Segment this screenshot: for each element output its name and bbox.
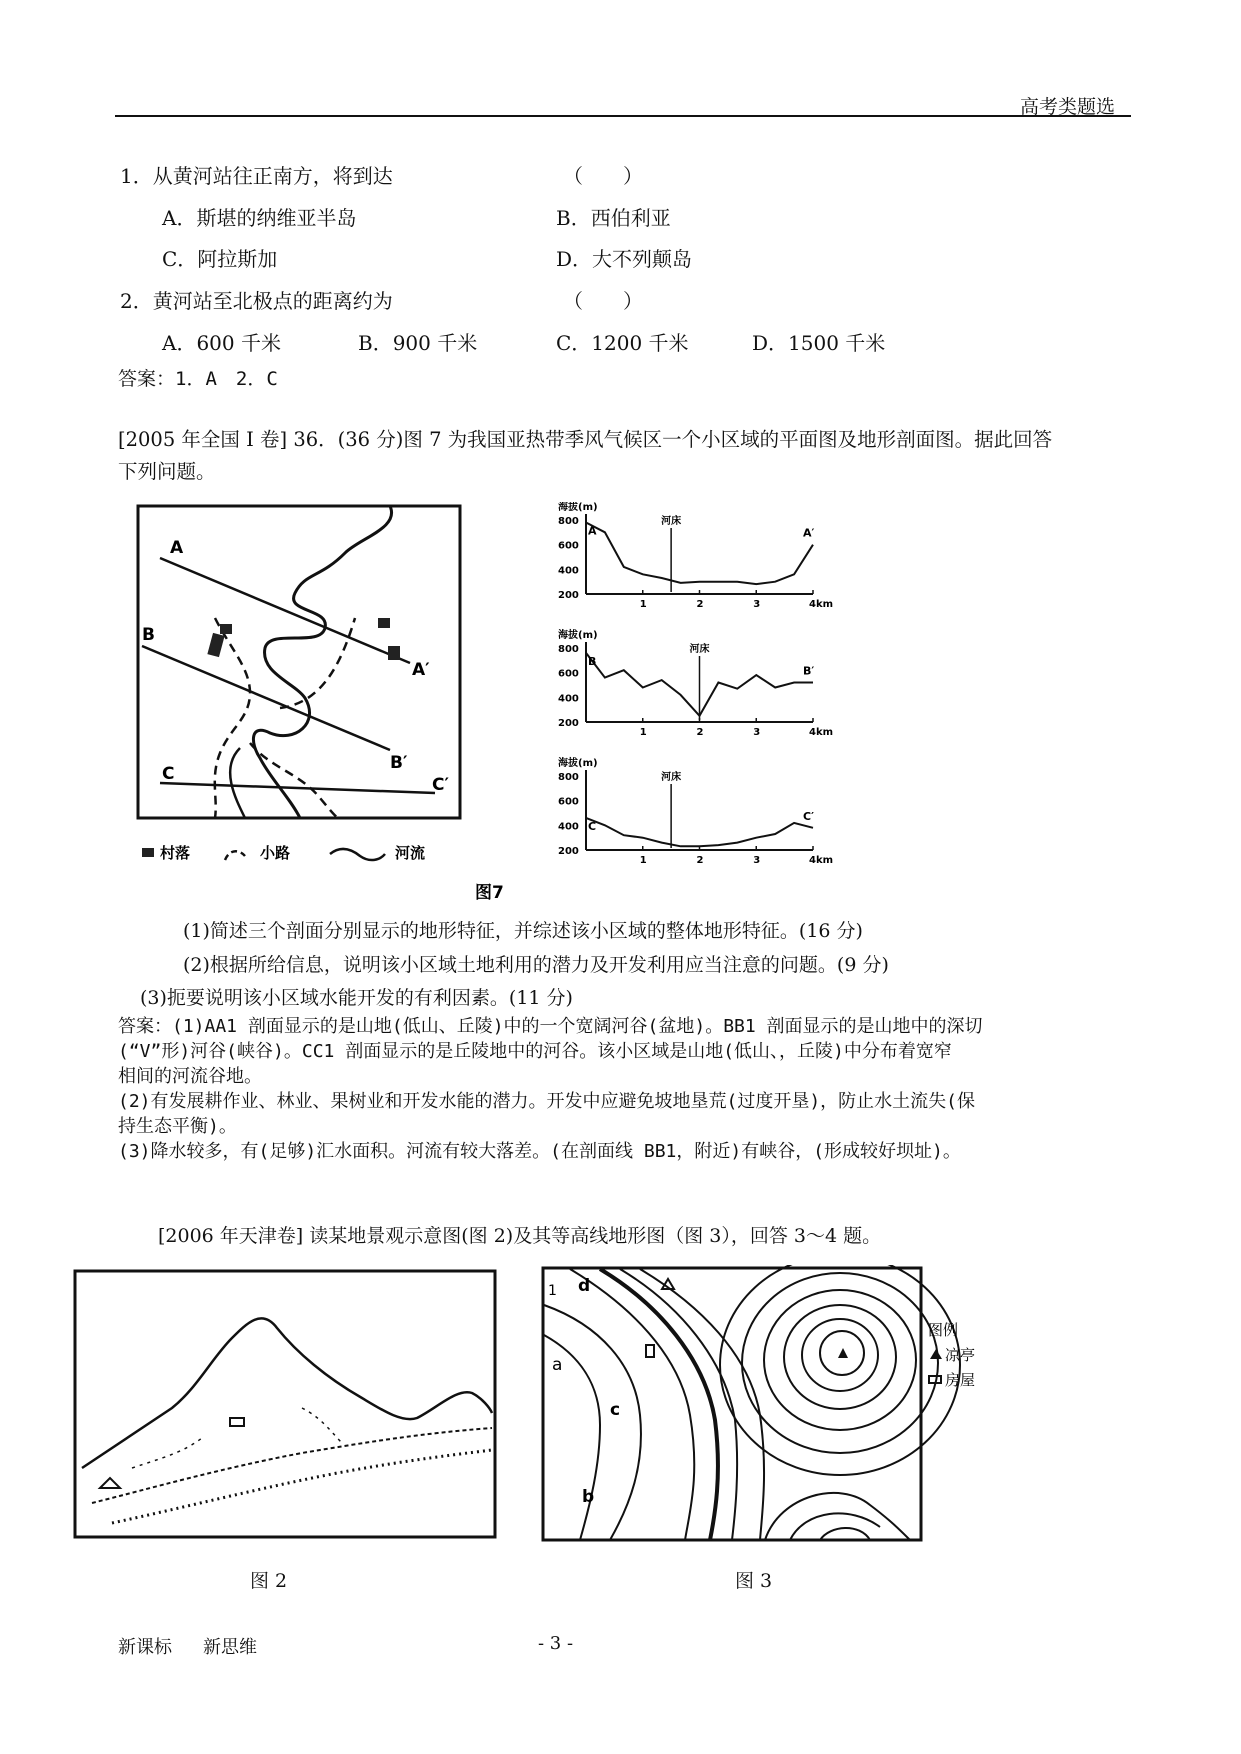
q36-sub1: (1)简述三个剖面分别显示的地形特征，并综述该小区域的整体地形特征。(16 分) [183, 920, 863, 942]
profile-ytick-label: 600 [558, 796, 579, 808]
profile-xtick-label: 1 [639, 599, 647, 610]
profile-1 [558, 502, 833, 610]
profile-xtick-label: 4km [809, 855, 834, 866]
profile-ytick-label: 400 [558, 821, 579, 833]
village-marker [378, 618, 390, 628]
point-label-b: b [582, 1487, 595, 1507]
profile-xtick-label: 4km [809, 727, 834, 738]
profile-ytick-label: 600 [558, 540, 579, 552]
profile-elevation-line [586, 523, 813, 585]
section-line-cc [160, 783, 435, 793]
q2-answer-paren: （ ） [563, 289, 643, 313]
figure3-contour-map [540, 1265, 980, 1543]
legend-path-icon [225, 851, 245, 860]
profile-left-label: A [588, 524, 597, 538]
river-branch [230, 748, 245, 818]
section-line-aa [160, 558, 410, 663]
answer-line: (3)降水较多，有(足够)汇水面积。河流有较大落差。(在剖面线 BB1，附近)有峡谷，(形成较好坝址)。 [118, 1141, 961, 1162]
profile-xtick-label: 3 [753, 727, 761, 738]
header-title: 高考类题选 [1020, 96, 1116, 118]
profile-right-label: B′ [803, 664, 815, 678]
map-label-a: A [170, 538, 184, 558]
profile-xtick-label: 2 [696, 727, 704, 738]
q1-stem: 1．从黄河站往正南方，将到达 [120, 164, 393, 188]
q3-intro: [2006 年天津卷] 读某地景观示意图(图 2)及其等高线地形图（图 3），回答 3～4 题。 [158, 1225, 882, 1247]
profile-xtick-label: 1 [639, 727, 647, 738]
q36-answer [118, 1014, 983, 1164]
profile-3 [558, 756, 833, 866]
map-label-b-prime: B′ [390, 753, 408, 773]
q2-option-c: C．1200 千米 [556, 331, 689, 355]
q36-intro-line1: [2005 年全国 I 卷] 36．(36 分)图 7 为我国亚热带季风气候区一个小区域的平面图及地形剖面图。据此回答 [118, 428, 1053, 451]
profile-ytick-label: 800 [558, 644, 579, 655]
profile-elevation-line [586, 818, 813, 846]
profile-left-label: C [588, 819, 597, 833]
answer-line: (“V”形)河谷(峡谷)。CC1 剖面显示的是丘陵地中的河谷。该小区域是山地(低山、，丘陵)中分布着宽窄 [118, 1041, 952, 1062]
figure7-caption: 图7 [475, 883, 504, 903]
q1-option-a: A．斯堪的纳维亚半岛 [162, 206, 357, 230]
village-marker [207, 633, 224, 657]
figure2-frame [75, 1271, 495, 1537]
village-marker [388, 646, 400, 660]
footer-left-1: 新课标 [118, 1637, 172, 1658]
river-line [253, 506, 391, 818]
profile-xtick-label: 2 [696, 599, 704, 610]
profile-ytick-label: 600 [558, 668, 579, 680]
profile-ytick-label: 800 [558, 772, 579, 783]
answer-line: 答案：(1)AA1 剖面显示的是山地(低山、丘陵)中的一个宽阔河谷(盆地)。BB1 剖面显示的是山地中的深切 [118, 1016, 983, 1037]
profile-ylabel: 海拔(m) [558, 630, 598, 641]
answer-line: (2)有发展耕作业、林业、果树业和开发水能的潜力。开发中应避免坡地垦荒(过度开垦)，防止水土流失(保 [118, 1091, 976, 1112]
point-label-1: 1 [548, 1283, 557, 1299]
q1-option-b: B．西伯利亚 [556, 206, 671, 230]
profile-right-label: C′ [803, 809, 814, 823]
profile-left-label: B [588, 654, 597, 668]
footer-left-2: 新思维 [203, 1637, 257, 1658]
figure2-landscape [72, 1268, 498, 1540]
point-label-c: c [610, 1400, 621, 1420]
figure7-map [120, 498, 560, 908]
q2-option-a: A．600 千米 [162, 331, 281, 355]
figure3-caption: 图 3 [735, 1570, 773, 1592]
header-rule [115, 115, 1131, 117]
path-line-3 [280, 618, 355, 708]
legend-village-icon [142, 848, 154, 857]
q36-sub2: (2)根据所给信息，说明该小区域土地利用的潜力及开发利用应当注意的问题。(9 分) [183, 954, 889, 976]
profile-ytick-label: 200 [558, 718, 579, 729]
legend-path-label: 小路 [260, 844, 291, 862]
q1-answer-paren: （ ） [563, 164, 643, 188]
q2-option-d: D．1500 千米 [752, 331, 886, 355]
profile-riverbed-label: 河床 [661, 772, 682, 783]
map-label-a-prime: A′ [412, 660, 430, 680]
profile-ytick-label: 800 [558, 516, 579, 527]
q36-intro-line2: 下列问题。 [118, 460, 216, 483]
map-label-c-prime: C′ [432, 775, 449, 795]
village-marker [220, 624, 232, 634]
q1-option-c: C．阿拉斯加 [162, 247, 278, 271]
map-label-c: C [162, 764, 175, 784]
profile-ytick-label: 200 [558, 846, 579, 857]
fig3-legend-title: 图例 [928, 1321, 959, 1339]
map-label-b: B [142, 625, 155, 645]
q2-option-b: B．900 千米 [358, 331, 478, 355]
fig3-legend-house: 房屋 [945, 1371, 976, 1389]
profile-ytick-label: 400 [558, 693, 579, 705]
answer-1-2: 答案：1．A 2．C [118, 368, 278, 390]
profile-right-label: A′ [803, 526, 815, 540]
figure2-caption: 图 2 [250, 1570, 288, 1592]
fig3-legend-pavilion: 凉亭 [945, 1346, 976, 1364]
answer-line: 相间的河流谷地。 [118, 1066, 262, 1087]
profile-xtick-label: 3 [753, 599, 761, 610]
profile-riverbed-label: 河床 [689, 644, 710, 655]
answer-line: 持生态平衡)。 [118, 1116, 237, 1137]
profile-xtick-label: 3 [753, 855, 761, 866]
profile-xtick-label: 1 [639, 855, 647, 866]
profile-ylabel: 海拔(m) [558, 502, 598, 513]
profile-xtick-label: 2 [696, 855, 704, 866]
legend-village-label: 村落 [160, 844, 191, 862]
profile-2 [558, 628, 833, 738]
q36-sub3: (3)扼要说明该小区域水能开发的有利因素。(11 分) [140, 987, 573, 1009]
q1-option-d: D．大不列颠岛 [556, 247, 693, 271]
legend-river-icon [330, 849, 385, 860]
profile-ytick-label: 400 [558, 565, 579, 577]
profile-ytick-label: 200 [558, 590, 579, 601]
q2-stem: 2．黄河站至北极点的距离约为 [120, 289, 393, 313]
profile-riverbed-label: 河床 [661, 516, 682, 527]
point-label-a: a [552, 1355, 563, 1375]
profile-ylabel: 海拔(m) [558, 758, 598, 769]
figure7-profiles [558, 502, 878, 882]
legend-river-label: 河流 [395, 844, 426, 862]
point-label-d: d [578, 1276, 591, 1296]
footer-page-number: - 3 - [538, 1633, 574, 1654]
legend-pavilion-icon [930, 1349, 942, 1359]
profile-xtick-label: 4km [809, 599, 834, 610]
